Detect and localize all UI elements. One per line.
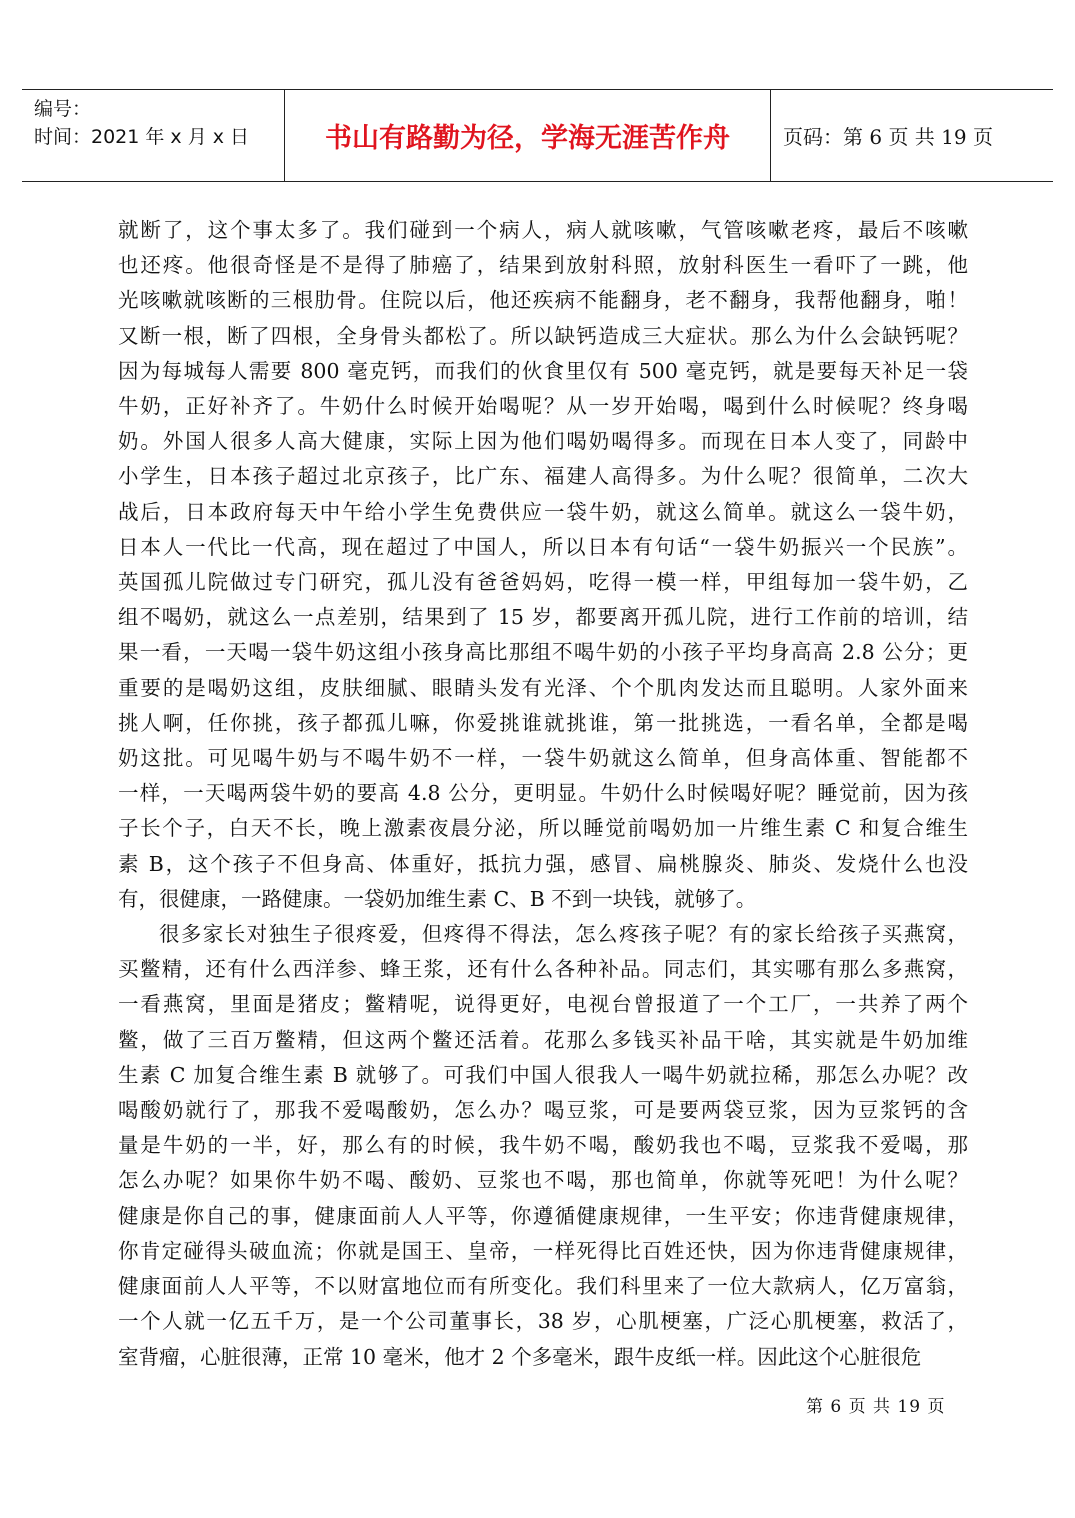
text-line: 挑人啊，任你挑，孩子都孤儿嘛，你爱挑谁就挑谁，第一批挑选，一看名单，全都是喝 xyxy=(118,710,968,735)
text-line: 牛奶，正好补齐了。牛奶什么时候开始喝呢？从一岁开始喝，喝到什么时候呢？终身喝 xyxy=(118,394,968,419)
text-line: 生素 C 加复合维生素 B 就够了。可我们中国人很我人一喝牛奶就拉稀，那怎么办呢？改 xyxy=(118,1062,968,1087)
text-line: 一个人就一亿五千万，是一个公司董事长，38 岁，心肌梗塞，广泛心肌梗塞，救活了， xyxy=(118,1309,968,1334)
text-line: 买鳖精，还有什么西洋参、蜂王浆，还有什么各种补品。同志们，其实哪有那么多燕窝， xyxy=(118,957,968,982)
text-line: 量是牛奶的一半，好，那么有的时候，我牛奶不喝，酸奶我也不喝，豆浆我不爱喝，那 xyxy=(118,1133,968,1158)
text-line: 奶这批。可见喝牛奶与不喝牛奶不一样，一袋牛奶就这么简单，但身高体重、智能都不 xyxy=(118,746,968,771)
text-line: 因为每城每人需要 800 毫克钙，而我们的伙食里仅有 500 毫克钙，就是要每天补足一袋 xyxy=(118,358,968,383)
text-line: 小学生，日本孩子超过北京孩子，比广东、福建人高得多。为什么呢？很简单，二次大 xyxy=(118,464,968,489)
text-line: 素 B，这个孩子不但身高、体重好，抵抗力强，感冒、扁桃腺炎、肺炎、发烧什么也没 xyxy=(118,851,968,876)
text-line: 重要的是喝奶这组，皮肤细腻、眼睛头发有光泽、个个肌肉发达而且聪明。人家外面来 xyxy=(118,675,968,700)
text-line: 喝酸奶就行了，那我不爱喝酸奶，怎么办？喝豆浆，可是要两袋豆浆，因为豆浆钙的含 xyxy=(118,1098,968,1123)
header-info-cell xyxy=(22,90,285,181)
body-paragraph-2 xyxy=(118,917,968,1375)
text-line: 健康面前人人平等，不以财富地位而有所变化。我们科里来了一位大款病人，亿万富翁， xyxy=(118,1274,968,1299)
text-line: 奶。外国人很多人高大健康，实际上因为他们喝奶喝得多。而现在日本人变了，同龄中 xyxy=(118,429,968,454)
text-line: 英国孤儿院做过专门研究，孤儿没有爸爸妈妈，吃得一模一样，甲组每加一袋牛奶，乙 xyxy=(118,570,968,595)
document-code-label: 编号： xyxy=(34,98,92,120)
text-line: 你肯定碰得头破血流；你就是国王、皇帝，一样死得比百姓还快，因为你违背健康规律， xyxy=(118,1238,968,1263)
text-line: 日本人一代比一代高，现在超过了中国人，所以日本有句话“一袋牛奶振兴一个民族”。 xyxy=(118,534,968,559)
text-line: 就断了，这个事太多了。我们碰到一个病人，病人就咳嗽，气管咳嗽老疼，最后不咳嗽 xyxy=(118,218,968,242)
text-line: 又断一根，断了四根，全身骨头都松了。所以缺钙造成三大症状。那么为什么会缺钙呢？ xyxy=(118,323,968,348)
text-line: 怎么办呢？如果你牛奶不喝、酸奶、豆浆也不喝，那也简单，你就等死吧！为什么呢？ xyxy=(118,1168,968,1193)
document-body xyxy=(118,213,968,1375)
document-time-label: 时间：2021 年 x 月 x 日 xyxy=(34,126,250,148)
text-line: 鳖，做了三百万鳖精，但这两个鳖还活着。花那么多钱买补品干啥，其实就是牛奶加维 xyxy=(118,1027,968,1052)
text-line: 一看燕窝，里面是猪皮；鳖精呢，说得更好，电视台曾报道了一个工厂，一共养了两个 xyxy=(118,992,968,1017)
header-page-number: 页码：第 6 页 共 19 页 xyxy=(783,125,993,149)
header-motto: 书山有路勤为径，学海无涯苦作舟 xyxy=(285,90,771,181)
text-line: 健康是你自己的事，健康面前人人平等，你遵循健康规律，一生平安；你违背健康规律， xyxy=(118,1203,968,1228)
text-line: 组不喝奶，就这么一点差别，结果到了 15 岁，都要离开孤儿院，进行工作前的培训，结 xyxy=(118,605,968,630)
text-line: 子长个子，白天不长，晚上激素夜晨分泌，所以睡觉前喝奶加一片维生素 C 和复合维生 xyxy=(118,816,968,841)
text-line: 战后，日本政府每天中午给小学生免费供应一袋牛奶，就这么简单。就这么一袋牛奶， xyxy=(118,499,968,524)
text-line: 室背瘤，心脏很薄，正常 10 毫米，他才 2 个多毫米，跟牛皮纸一样。因此这个心脏很危 xyxy=(118,1344,922,1369)
text-line: 有，很健康，一路健康。一袋奶加维生素 C、B 不到一块钱，就够了。 xyxy=(118,886,757,911)
text-line: 果一看，一天喝一袋牛奶这组小孩身高比那组不喝牛奶的小孩子平均身高高 2.8 公分；更 xyxy=(118,640,968,665)
text-line: 很多家长对独生子很疼爱，但疼得不得法，怎么疼孩子呢？有的家长给孩子买燕窝， xyxy=(159,922,968,947)
text-line: 光咳嗽就咳断的三根肋骨。住院以后，他还疾病不能翻身，老不翻身，我帮他翻身，啪！ xyxy=(118,288,968,313)
text-line: 也还疼。他很奇怪是不是得了肺癌了，结果到放射科照，放射科医生一看吓了一跳，他 xyxy=(118,253,968,278)
document-header xyxy=(22,89,1053,182)
text-line: 一样，一天喝两袋牛奶的要高 4.8 公分，更明显。牛奶什么时候喝好呢？睡觉前，因为孩 xyxy=(118,781,968,806)
body-paragraph-1 xyxy=(118,213,968,917)
page-footer: 第 6 页 共 19 页 xyxy=(806,1397,946,1417)
